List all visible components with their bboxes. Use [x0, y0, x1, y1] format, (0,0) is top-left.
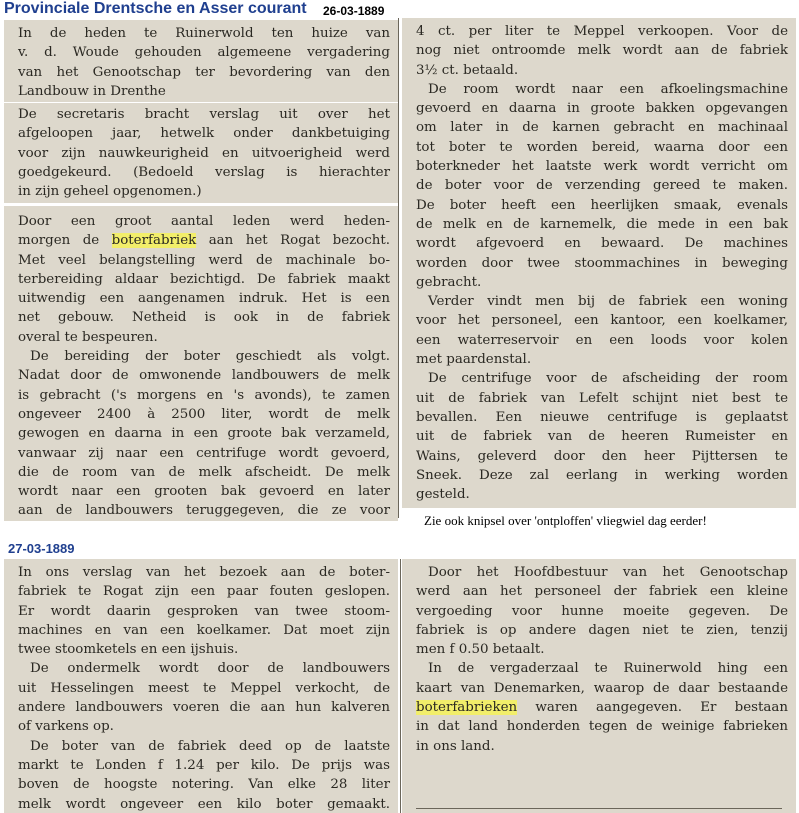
- text-line: andere landbouwers voeren die aan hun kalveren: [18, 700, 390, 716]
- text-fragment: aan het Rogat bezocht.: [196, 233, 390, 249]
- text-line: In de vergaderzaal te Ruinerwold hing een: [428, 661, 788, 677]
- text-line: De secretaris bracht verslag uit over het: [18, 107, 390, 122]
- text-line: Nadat door de omwonende landbouwers de melk: [18, 368, 390, 384]
- text-line: gebracht.: [416, 274, 482, 290]
- text-line: men f 0.50 betaalt.: [416, 642, 545, 658]
- text-line: vanwaar zij naar een centrifuge wordt gevoerd,: [18, 445, 390, 461]
- text-line: 3½ ct. betaald.: [416, 62, 519, 78]
- text-line: wordt naar een grooten bak gevoerd en later: [18, 484, 390, 500]
- text-line: twee stoomketels en een ijshuis.: [18, 642, 239, 658]
- text-line: Sneek. Deze zal eerlang in werking worden: [416, 467, 788, 483]
- text-line: de melk en de karnemelk, die mede in een bak: [416, 216, 788, 232]
- text-line: uitwendig een aangenamen indruk. Het is een: [18, 291, 390, 307]
- text-line: boven de hoogste notering. Van elke 28 liter: [18, 777, 390, 793]
- text-line: Met veel belangstelling werd de machinale bo-: [18, 252, 390, 268]
- text-line-with-highlight: [416, 698, 788, 717]
- text-fragment: waren aangegeven. Er bestaan: [517, 700, 788, 716]
- text-line: De room wordt naar een afkoelingsmachine: [428, 81, 788, 97]
- header-date: 26-03-1889: [323, 4, 385, 18]
- text-line: De boter van de fabriek deed op de laatste: [30, 738, 390, 754]
- text-line: die de room van de melk afscheidt. De melk: [18, 464, 390, 480]
- divider: [4, 203, 398, 206]
- text-line: kaart van Denemarken, waarop de daar bestaande: [416, 680, 788, 696]
- clipping-corrections: [4, 559, 398, 813]
- text-line: net gebouw. Netheid is ook in de fabriek: [18, 310, 390, 326]
- text-line: ongeveer 2400 à 2500 liter, wordt de melk: [18, 406, 390, 422]
- text-line: De boter heeft een heerlijken smaak, evenals: [416, 197, 788, 213]
- divider: [416, 808, 782, 809]
- text-line: markt te Londen f 1.24 per kilo. De prijs was: [18, 757, 390, 773]
- text-line: melk wordt ongeveer een kilo boter gemaakt.: [18, 796, 390, 812]
- annotation-note: Zie ook knipsel over 'ontploffen' vliegwiel dag eerder!: [424, 513, 707, 528]
- text-line-with-highlight: [18, 231, 390, 250]
- text-line: Verder vindt men bij de fabriek een woning: [428, 294, 788, 310]
- text-line: nog niet ontroomde melk wordt aan de fabriek: [416, 43, 788, 59]
- text-line: gesteld.: [416, 487, 470, 503]
- text-line: Er wordt daarin gesproken van twee stoom-: [18, 603, 390, 619]
- text-line: of varkens op.: [18, 719, 114, 735]
- second-date: 27-03-1889: [8, 541, 75, 556]
- text-line: in ons land.: [416, 738, 495, 754]
- text-line: wordt afgevoerd en bewaard. De machines: [416, 236, 788, 252]
- text-line: De ondermelk wordt door de landbouwers: [30, 661, 390, 677]
- clipping-factory-visit: [4, 206, 398, 521]
- text-line: 4 ct. per liter te Meppel verkoopen. Voor de: [416, 24, 788, 39]
- text-line: terbereiding aldaar bezichtigd. De fabriek maakt: [18, 271, 390, 287]
- text-line: uit Hesselingen meest te Meppel verkocht, de: [18, 680, 390, 696]
- text-line: tot boter te worden bereid, waarna door een: [416, 139, 788, 155]
- text-line: Wains, geleverd door den heer Pijttersen te: [416, 448, 788, 464]
- text-line: worden door twee stoommachines in beweging: [416, 255, 788, 271]
- text-line: Door het Hoofdbestuur van het Genootschap: [428, 565, 788, 580]
- text-line: boterkneder het laatste werk wordt verricht om: [416, 159, 788, 175]
- text-line: goedgekeurd. (Bedoeld verslag is hierachter: [18, 164, 390, 180]
- text-line: machines en van een koelkamer. Dat moet zijn: [18, 622, 390, 638]
- highlighted-term: boterfabriek: [111, 233, 197, 249]
- text-line: overal te bespeuren.: [18, 329, 158, 345]
- text-line: De bereiding der boter geschiedt als volgt.: [30, 349, 390, 365]
- clipping-denmark-map: [402, 559, 796, 813]
- text-line: in dat land honderden tegen de weinige fabrieken: [416, 719, 788, 735]
- text-line: om later in de karnen gebracht en machinaal: [416, 120, 788, 136]
- clipping-factory-process: [402, 18, 796, 508]
- text-line: met paardenstal.: [416, 352, 532, 368]
- text-line: voor het personeel, een kantoor, een koelkamer,: [416, 313, 788, 329]
- text-line: werd aan het personeel der fabriek een kleine: [416, 584, 788, 600]
- text-line: Door een groot aantal leden werd heden-: [18, 214, 390, 229]
- text-line: voor zijn nauwkeurigheid en uitvoerigheid werd: [18, 145, 390, 161]
- text-line: de boter voor de verzending gereed te maken.: [416, 178, 788, 194]
- column-rule: [398, 18, 399, 518]
- clipping-secretary-report: [4, 103, 398, 203]
- text-line: In de heden te Ruinerwold ten huize van: [18, 26, 390, 41]
- text-line: De centrifuge voor de afscheiding der room: [428, 371, 788, 387]
- text-line: gewogen en daarna in een groote bak verzameld,: [18, 426, 390, 442]
- text-line: gevoerd en daarna in groote bakken opgevangen: [416, 101, 788, 117]
- text-line: In ons verslag van het bezoek aan de boter-: [18, 565, 390, 580]
- text-line: aan de landbouwers teruggegeven, die ze voor: [18, 503, 390, 519]
- highlighted-term: boterfabrieken: [416, 700, 518, 716]
- text-line: een waterreservoir en een loods voor kolen: [416, 332, 788, 348]
- text-line: bevallen. Een nieuwe centrifuge is geplaatst: [416, 409, 788, 425]
- text-line: uit de fabriek van Lefelt schijnt niet best te: [416, 390, 788, 406]
- column-rule: [400, 559, 401, 813]
- text-fragment: morgen de: [18, 233, 112, 249]
- text-line: fabriek te Rogat zijn een paar fouten geslopen.: [18, 584, 390, 600]
- text-line: fabriek is op andere dagen niet te zien, tenzij: [416, 622, 788, 638]
- newspaper-title: Provinciale Drentsche en Asser courant: [4, 0, 307, 17]
- text-line: is gebracht ('s morgens en 's avonds), te zamen: [18, 387, 390, 403]
- text-line: v. d. Woude gehouden algemeene vergadering: [18, 45, 390, 61]
- text-line: van het Genootschap ter bevordering van den: [18, 64, 390, 80]
- text-line: Landbouw in Drenthe: [18, 83, 166, 99]
- text-line: afgeloopen jaar, hetwelk onder dankbetuiging: [18, 126, 390, 142]
- text-line: vergoeding voor hunne moeite gegeven. De: [416, 603, 788, 619]
- text-line: in zijn geheel opgenomen.): [18, 184, 202, 200]
- divider: [4, 102, 398, 103]
- clipping-meeting-intro: [4, 20, 398, 102]
- text-line: uit de fabriek van de heeren Rumeister en: [416, 429, 788, 445]
